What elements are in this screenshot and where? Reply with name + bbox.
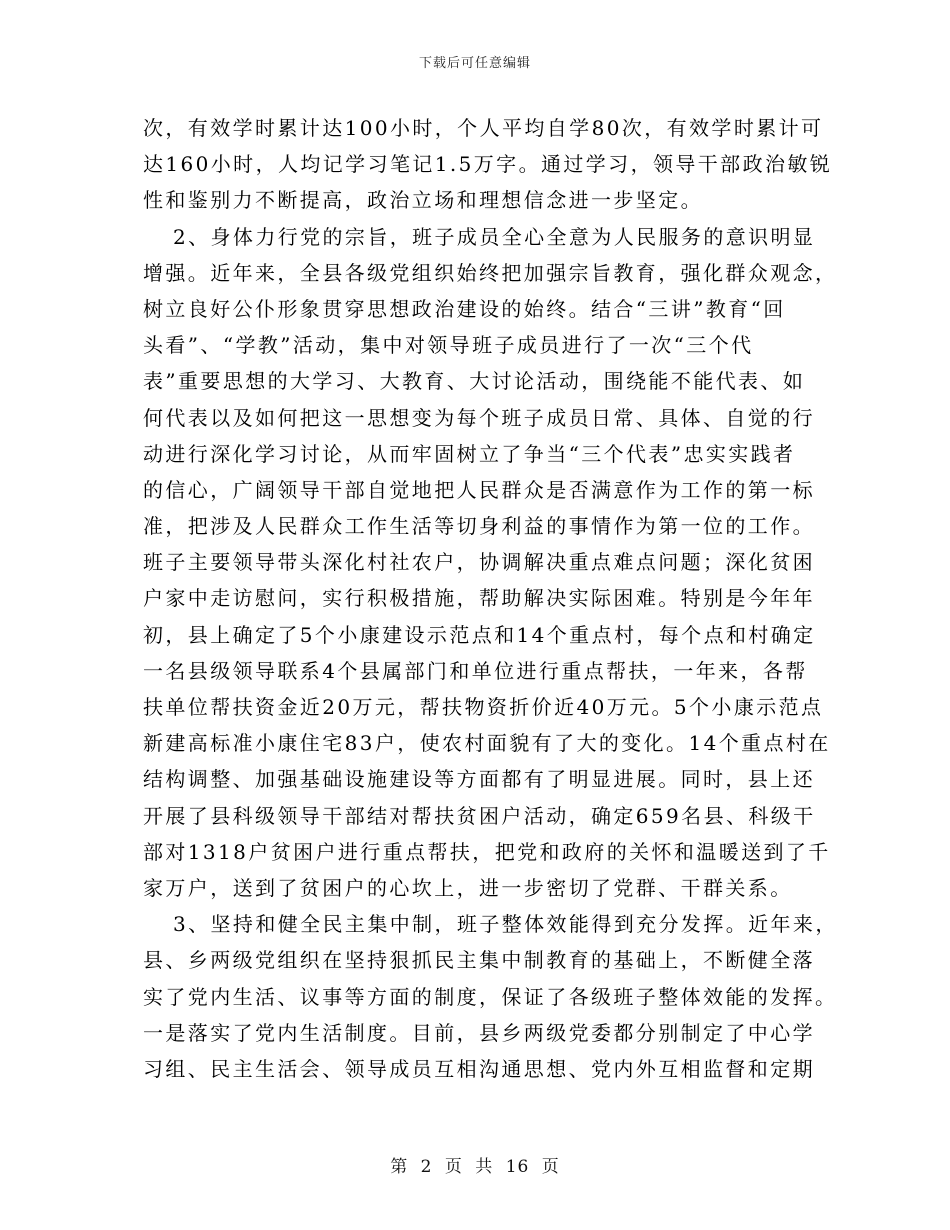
body-line: 次，有效学时累计达100小时，个人平均自学80次，有效学时累计可 xyxy=(143,116,824,140)
body-line: 县、乡两级党组织在坚持狠抓民主集中制教育的基础上，不断健全落 xyxy=(143,948,815,973)
body-line: 新建高标准小康住宅83户，使农村面貌有了大的变化。14个重点村在 xyxy=(143,731,831,756)
body-line: 户家中走访慰问，实行积极措施，帮助解决实际困难。特别是今年年 xyxy=(143,586,815,611)
paragraph-start-line: 3、坚持和健全民主集中制，班子整体效能得到充分发挥。近年来， xyxy=(173,912,838,937)
page-footer xyxy=(0,1152,950,1177)
body-line: 实了党内生活、议事等方面的制度，保证了各级班子整体效能的发挥。 xyxy=(143,984,838,1009)
body-line: 扶单位帮扶资金近20万元，帮扶物资折价近40万元。5个小康示范点 xyxy=(143,695,824,719)
body-line: 增强。近年来，全县各级党组织始终把加强宗旨教育，强化群众观念， xyxy=(143,260,838,285)
total-unit: 页 xyxy=(541,1157,560,1177)
body-line: 初，县上确定了5个小康建设示范点和14个重点村，每个点和村确定 xyxy=(143,622,816,647)
body-line: 树立良好公仆形象贯穿思想政治建设的始终。结合“三讲”教育“回 xyxy=(143,296,786,321)
body-line: 一名县级领导联系4个县属部门和单位进行重点帮扶，一年来，各帮 xyxy=(143,658,808,683)
current-page-number: 2 xyxy=(420,1157,433,1177)
page-unit: 页 xyxy=(444,1157,463,1177)
body-line: 准，把涉及人民群众工作生活等切身利益的事情作为第一位的工作。 xyxy=(143,514,815,539)
body-line: 开展了县科级领导干部结对帮扶贫困户活动，确定659名县、科级干 xyxy=(143,803,816,828)
body-line: 结构调整、加强基础设施建设等方面都有了明显进展。同时，县上还 xyxy=(143,767,815,792)
body-line: 班子主要领导带头深化村社农户，协调解决重点难点问题；深化贫困 xyxy=(143,550,815,575)
body-line: 表”重要思想的大学习、大教育、大讨论活动，围绕能不能代表、如 xyxy=(143,369,806,394)
body-line: 动进行深化学习讨论，从而牢固树立了争当“三个代表”忠实实践者 xyxy=(143,441,796,466)
page-header: 下载后可任意编辑 xyxy=(418,56,531,71)
body-line: 一是落实了党内生活制度。目前，县乡两级党委都分别制定了中心学 xyxy=(143,1020,815,1045)
total-label: 共 xyxy=(475,1157,494,1177)
page-label: 第 xyxy=(390,1157,409,1177)
paragraph-start-line: 2、身体力行党的宗旨，班子成员全心全意为人民服务的意识明显 xyxy=(173,224,816,249)
body-line: 达160小时，人均记学习笔记1.5万字。通过学习，领导干部政治敏锐 xyxy=(143,152,833,177)
body-line: 部对1318户贫困户进行重点帮扶，把党和政府的关怀和温暖送到了千 xyxy=(143,839,831,864)
body-line: 性和鉴别力不断提高，政治立场和理想信念进一步坚定。 xyxy=(143,188,703,213)
body-line: 头看”、“学教”活动，集中对领导班子成员进行了一次“三个代 xyxy=(143,333,754,358)
body-line: 家万户，送到了贫困户的心坎上，进一步密切了党群、干群关系。 xyxy=(143,875,793,900)
body-line: 的信心，广阔领导干部自觉地把人民群众是否满意作为工作的第一标 xyxy=(143,477,815,502)
document-body xyxy=(143,110,838,1087)
body-line: 习组、民主生活会、领导成员互相沟通思想、党内外互相监督和定期 xyxy=(143,1056,815,1081)
body-line: 何代表以及如何把这一思想变为每个班子成员日常、具体、自觉的行 xyxy=(143,405,815,430)
total-pages-number: 16 xyxy=(505,1157,530,1177)
